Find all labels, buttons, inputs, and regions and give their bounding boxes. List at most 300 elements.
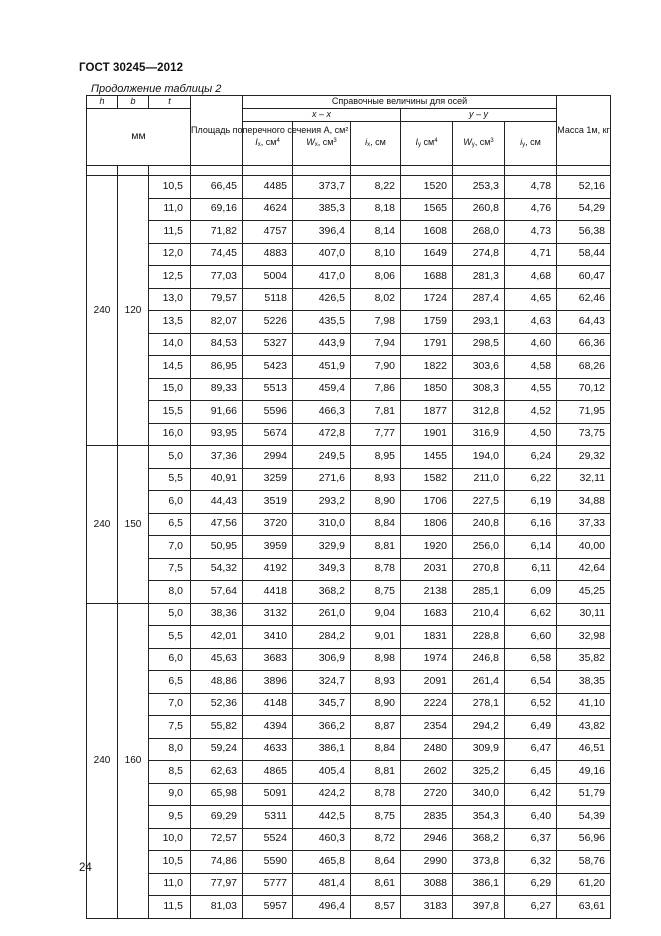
cell-ix-radius: 8,64 <box>351 851 401 874</box>
cell-ix-radius: 8,87 <box>351 716 401 739</box>
cell-ix-radius: 8,81 <box>351 536 401 559</box>
cell-t: 5,5 <box>149 626 191 649</box>
cell-wx-modulus: 349,3 <box>293 558 351 581</box>
header-b: b <box>118 96 149 109</box>
cell-wx-modulus: 366,2 <box>293 716 351 739</box>
cell-wx-modulus: 466,3 <box>293 401 351 424</box>
cell-area: 65,98 <box>191 783 243 806</box>
cell-t: 11,5 <box>149 221 191 244</box>
cell-ix-moment: 2994 <box>243 446 293 469</box>
table-row <box>87 626 611 649</box>
cell-iy-moment: 2990 <box>401 851 453 874</box>
cell-iy-moment: 1974 <box>401 648 453 671</box>
table-row <box>87 648 611 671</box>
cell-t: 16,0 <box>149 423 191 446</box>
cell-wy-modulus: 386,1 <box>453 873 505 896</box>
cell-iy-radius: 4,52 <box>505 401 557 424</box>
cell-t: 8,5 <box>149 761 191 784</box>
cell-iy-radius: 4,55 <box>505 378 557 401</box>
cell-iy-moment: 1455 <box>401 446 453 469</box>
cell-ix-moment: 4883 <box>243 243 293 266</box>
cell-t: 14,5 <box>149 356 191 379</box>
cell-wy-modulus: 281,3 <box>453 266 505 289</box>
cell-wx-modulus: 443,9 <box>293 333 351 356</box>
cell-area: 50,95 <box>191 536 243 559</box>
cell-ix-moment: 4633 <box>243 738 293 761</box>
cell-iy-moment: 2946 <box>401 828 453 851</box>
cell-wy-modulus: 293,1 <box>453 311 505 334</box>
cell-ix-moment: 3259 <box>243 468 293 491</box>
cell-ix-radius: 8,78 <box>351 783 401 806</box>
cell-iy-moment: 2091 <box>401 671 453 694</box>
cell-wy-modulus: 211,0 <box>453 468 505 491</box>
cell-wy-modulus: 261,4 <box>453 671 505 694</box>
cell-wx-modulus: 310,0 <box>293 513 351 536</box>
cell-wx-modulus: 417,0 <box>293 266 351 289</box>
cell-ix-moment: 4757 <box>243 221 293 244</box>
cell-b: 160 <box>118 603 149 918</box>
cell-t: 10,0 <box>149 828 191 851</box>
header-iy-radius: $i_y$, см <box>505 122 557 166</box>
cell-ix-moment: 5777 <box>243 873 293 896</box>
header-area: Площадь поперечного сечения А, см² <box>191 96 243 166</box>
cell-ix-radius: 7,86 <box>351 378 401 401</box>
cell-iy-moment: 1791 <box>401 333 453 356</box>
cell-ix-moment: 5311 <box>243 806 293 829</box>
cell-mass: 62,46 <box>557 288 611 311</box>
cell-ix-radius: 8,72 <box>351 828 401 851</box>
cell-area: 77,97 <box>191 873 243 896</box>
cell-ix-radius: 7,94 <box>351 333 401 356</box>
cell-mass: 68,26 <box>557 356 611 379</box>
cell-area: 44,43 <box>191 491 243 514</box>
cell-iy-radius: 4,63 <box>505 311 557 334</box>
cell-wx-modulus: 442,5 <box>293 806 351 829</box>
cell-mass: 43,82 <box>557 716 611 739</box>
cell-iy-radius: 4,58 <box>505 356 557 379</box>
table-row <box>87 423 611 446</box>
cell-t: 6,0 <box>149 648 191 671</box>
cell-wy-modulus: 316,9 <box>453 423 505 446</box>
cell-ix-radius: 8,84 <box>351 513 401 536</box>
cell-mass: 37,33 <box>557 513 611 536</box>
cell-ix-radius: 8,75 <box>351 581 401 604</box>
cell-mass: 64,43 <box>557 311 611 334</box>
cell-iy-moment: 1706 <box>401 491 453 514</box>
cell-iy-moment: 1565 <box>401 198 453 221</box>
table-row <box>87 288 611 311</box>
cell-iy-moment: 2480 <box>401 738 453 761</box>
cell-wx-modulus: 329,9 <box>293 536 351 559</box>
cell-t: 12,5 <box>149 266 191 289</box>
cell-ix-radius: 8,84 <box>351 738 401 761</box>
cell-iy-moment: 2602 <box>401 761 453 784</box>
cell-ix-radius: 8,22 <box>351 176 401 199</box>
cell-wx-modulus: 496,4 <box>293 896 351 919</box>
cell-wy-modulus: 309,9 <box>453 738 505 761</box>
cell-iy-radius: 6,54 <box>505 671 557 694</box>
cell-wy-modulus: 285,1 <box>453 581 505 604</box>
cell-ix-moment: 4418 <box>243 581 293 604</box>
cell-ix-moment: 3683 <box>243 648 293 671</box>
table-row <box>87 783 611 806</box>
cell-ix-radius: 8,14 <box>351 221 401 244</box>
cell-ix-radius: 8,02 <box>351 288 401 311</box>
cell-wy-modulus: 240,8 <box>453 513 505 536</box>
cell-wx-modulus: 284,2 <box>293 626 351 649</box>
cell-iy-moment: 3183 <box>401 896 453 919</box>
cell-ix-moment: 5327 <box>243 333 293 356</box>
table-row <box>87 581 611 604</box>
cell-wx-modulus: 249,5 <box>293 446 351 469</box>
table-row <box>87 333 611 356</box>
cell-t: 10,5 <box>149 176 191 199</box>
cell-ix-radius: 8,10 <box>351 243 401 266</box>
cell-wx-modulus: 368,2 <box>293 581 351 604</box>
cell-t: 5,0 <box>149 603 191 626</box>
group-240x150 <box>87 446 611 604</box>
cell-iy-radius: 6,29 <box>505 873 557 896</box>
cell-area: 48,86 <box>191 671 243 694</box>
cell-wy-modulus: 227,5 <box>453 491 505 514</box>
cell-wx-modulus: 435,5 <box>293 311 351 334</box>
cell-ix-moment: 3720 <box>243 513 293 536</box>
cell-mass: 73,75 <box>557 423 611 446</box>
cell-ix-radius: 8,98 <box>351 648 401 671</box>
cell-area: 86,95 <box>191 356 243 379</box>
cell-ix-radius: 8,57 <box>351 896 401 919</box>
cell-mass: 71,95 <box>557 401 611 424</box>
cell-ix-moment: 5957 <box>243 896 293 919</box>
cell-t: 11,0 <box>149 873 191 896</box>
cell-iy-radius: 4,65 <box>505 288 557 311</box>
cell-mass: 29,32 <box>557 446 611 469</box>
cell-iy-moment: 1759 <box>401 311 453 334</box>
cell-mass: 66,36 <box>557 333 611 356</box>
table-row <box>87 806 611 829</box>
cell-mass: 60,47 <box>557 266 611 289</box>
cell-area: 45,63 <box>191 648 243 671</box>
table-caption: Продолжение таблицы 2 <box>91 83 222 95</box>
table-row <box>87 311 611 334</box>
cell-ix-moment: 4865 <box>243 761 293 784</box>
cell-wx-modulus: 385,3 <box>293 198 351 221</box>
cell-ix-radius: 8,75 <box>351 806 401 829</box>
cell-t: 14,0 <box>149 333 191 356</box>
cell-mass: 51,79 <box>557 783 611 806</box>
cell-ix-radius: 9,04 <box>351 603 401 626</box>
cell-iy-radius: 6,27 <box>505 896 557 919</box>
cell-wy-modulus: 278,1 <box>453 693 505 716</box>
cell-wx-modulus: 407,0 <box>293 243 351 266</box>
cell-t: 5,5 <box>149 468 191 491</box>
cell-wx-modulus: 306,9 <box>293 648 351 671</box>
cell-ix-moment: 5118 <box>243 288 293 311</box>
cell-iy-radius: 6,60 <box>505 626 557 649</box>
cell-iy-radius: 6,16 <box>505 513 557 536</box>
table-row <box>87 761 611 784</box>
header-units: мм <box>87 109 191 166</box>
header-wx-modulus: $W_x$, $см^3$ <box>293 122 351 166</box>
cell-t: 11,0 <box>149 198 191 221</box>
cell-mass: 41,10 <box>557 693 611 716</box>
cell-area: 47,56 <box>191 513 243 536</box>
cell-iy-moment: 1806 <box>401 513 453 536</box>
cell-iy-moment: 2224 <box>401 693 453 716</box>
cell-mass: 58,44 <box>557 243 611 266</box>
cell-mass: 45,25 <box>557 581 611 604</box>
table-row <box>87 716 611 739</box>
table-row <box>87 378 611 401</box>
cell-wy-modulus: 274,8 <box>453 243 505 266</box>
cell-area: 55,82 <box>191 716 243 739</box>
cell-t: 15,0 <box>149 378 191 401</box>
cell-iy-moment: 1582 <box>401 468 453 491</box>
cell-iy-moment: 1920 <box>401 536 453 559</box>
cell-ix-moment: 5226 <box>243 311 293 334</box>
cell-iy-moment: 2720 <box>401 783 453 806</box>
cell-mass: 40,00 <box>557 536 611 559</box>
cell-t: 6,0 <box>149 491 191 514</box>
cell-wy-modulus: 312,8 <box>453 401 505 424</box>
cell-iy-radius: 6,11 <box>505 558 557 581</box>
cell-mass: 46,51 <box>557 738 611 761</box>
document-header: ГОСТ 30245—2012 <box>79 62 184 74</box>
cell-wy-modulus: 210,4 <box>453 603 505 626</box>
cell-iy-moment: 1608 <box>401 221 453 244</box>
table-row <box>87 198 611 221</box>
cell-wy-modulus: 298,5 <box>453 333 505 356</box>
cell-iy-radius: 6,58 <box>505 648 557 671</box>
cell-ix-radius: 7,81 <box>351 401 401 424</box>
cell-area: 59,24 <box>191 738 243 761</box>
table-row <box>87 401 611 424</box>
header-h: h <box>87 96 118 109</box>
cell-ix-moment: 3132 <box>243 603 293 626</box>
cell-iy-moment: 1520 <box>401 176 453 199</box>
cell-iy-radius: 6,09 <box>505 581 557 604</box>
table-row <box>87 851 611 874</box>
cell-mass: 30,11 <box>557 603 611 626</box>
cell-area: 81,03 <box>191 896 243 919</box>
cell-iy-moment: 1683 <box>401 603 453 626</box>
cell-ix-radius: 8,93 <box>351 468 401 491</box>
table-row <box>87 896 611 919</box>
cell-ix-moment: 4192 <box>243 558 293 581</box>
cell-ix-moment: 4394 <box>243 716 293 739</box>
cell-ix-moment: 5004 <box>243 266 293 289</box>
cell-iy-moment: 1831 <box>401 626 453 649</box>
cell-wy-modulus: 260,8 <box>453 198 505 221</box>
table-row <box>87 513 611 536</box>
cell-wx-modulus: 459,4 <box>293 378 351 401</box>
cell-ix-moment: 5091 <box>243 783 293 806</box>
cell-iy-moment: 1649 <box>401 243 453 266</box>
cell-wx-modulus: 271,6 <box>293 468 351 491</box>
cell-iy-moment: 2835 <box>401 806 453 829</box>
cell-wy-modulus: 325,2 <box>453 761 505 784</box>
cell-b: 150 <box>118 446 149 604</box>
table-row <box>87 266 611 289</box>
cell-mass: 49,16 <box>557 761 611 784</box>
cell-wx-modulus: 293,2 <box>293 491 351 514</box>
cell-iy-radius: 4,78 <box>505 176 557 199</box>
table-row <box>87 221 611 244</box>
header-axis-y: у – у <box>401 109 557 122</box>
cell-mass: 70,12 <box>557 378 611 401</box>
cell-b: 120 <box>118 176 149 446</box>
cell-ix-moment: 4485 <box>243 176 293 199</box>
cell-t: 7,5 <box>149 716 191 739</box>
cell-iy-radius: 6,14 <box>505 536 557 559</box>
cell-wy-modulus: 228,8 <box>453 626 505 649</box>
cell-iy-radius: 4,60 <box>505 333 557 356</box>
cell-ix-radius: 8,90 <box>351 491 401 514</box>
cell-iy-radius: 6,22 <box>505 468 557 491</box>
table-row <box>87 873 611 896</box>
header-ix-moment: $I_x$, $см^4$ <box>243 122 293 166</box>
cell-area: 62,63 <box>191 761 243 784</box>
cell-h: 240 <box>87 603 118 918</box>
cell-wx-modulus: 481,4 <box>293 873 351 896</box>
cell-wx-modulus: 472,8 <box>293 423 351 446</box>
cell-wx-modulus: 426,5 <box>293 288 351 311</box>
cell-ix-radius: 8,61 <box>351 873 401 896</box>
table-row <box>87 558 611 581</box>
table-row <box>87 176 611 199</box>
cell-ix-radius: 7,98 <box>351 311 401 334</box>
page-number: 24 <box>79 862 92 874</box>
cell-mass: 56,38 <box>557 221 611 244</box>
cell-t: 13,5 <box>149 311 191 334</box>
cell-iy-moment: 1822 <box>401 356 453 379</box>
cell-wy-modulus: 270,8 <box>453 558 505 581</box>
cell-wx-modulus: 465,8 <box>293 851 351 874</box>
cell-ix-moment: 4624 <box>243 198 293 221</box>
cell-area: 69,29 <box>191 806 243 829</box>
cell-mass: 52,16 <box>557 176 611 199</box>
cell-ix-radius: 8,95 <box>351 446 401 469</box>
cell-mass: 32,98 <box>557 626 611 649</box>
cell-wy-modulus: 373,8 <box>453 851 505 874</box>
cell-ix-moment: 5524 <box>243 828 293 851</box>
table-row <box>87 671 611 694</box>
cell-mass: 58,76 <box>557 851 611 874</box>
cell-iy-radius: 4,76 <box>505 198 557 221</box>
cell-iy-radius: 6,37 <box>505 828 557 851</box>
group-240x120 <box>87 176 611 446</box>
cell-ix-radius: 8,93 <box>351 671 401 694</box>
cell-t: 7,0 <box>149 693 191 716</box>
cell-ix-moment: 5513 <box>243 378 293 401</box>
cell-wy-modulus: 368,2 <box>453 828 505 851</box>
cell-iy-radius: 4,68 <box>505 266 557 289</box>
cell-mass: 61,20 <box>557 873 611 896</box>
cell-ix-moment: 5423 <box>243 356 293 379</box>
cell-wx-modulus: 345,7 <box>293 693 351 716</box>
cell-wx-modulus: 373,7 <box>293 176 351 199</box>
cell-iy-radius: 4,73 <box>505 221 557 244</box>
cell-wx-modulus: 460,3 <box>293 828 351 851</box>
header-t: t <box>149 96 191 109</box>
cell-wx-modulus: 396,4 <box>293 221 351 244</box>
header-iy-moment: $I_y$ $см^4$ <box>401 122 453 166</box>
cell-mass: 54,29 <box>557 198 611 221</box>
table-row <box>87 356 611 379</box>
cell-iy-moment: 2138 <box>401 581 453 604</box>
cell-area: 66,45 <box>191 176 243 199</box>
cell-area: 40,91 <box>191 468 243 491</box>
cell-iy-radius: 6,40 <box>505 806 557 829</box>
group-240x160 <box>87 603 611 918</box>
cell-iy-moment: 2031 <box>401 558 453 581</box>
cell-t: 6,5 <box>149 671 191 694</box>
cell-mass: 63,61 <box>557 896 611 919</box>
cell-iy-radius: 6,19 <box>505 491 557 514</box>
cell-area: 84,53 <box>191 333 243 356</box>
cell-wy-modulus: 308,3 <box>453 378 505 401</box>
cell-t: 12,0 <box>149 243 191 266</box>
table-row <box>87 491 611 514</box>
table-row <box>87 828 611 851</box>
cell-area: 74,45 <box>191 243 243 266</box>
table-row <box>87 243 611 266</box>
header-mass: Масса 1м, кг <box>557 96 611 166</box>
cell-mass: 54,39 <box>557 806 611 829</box>
cell-iy-moment: 1724 <box>401 288 453 311</box>
cell-area: 37,36 <box>191 446 243 469</box>
cell-ix-radius: 8,90 <box>351 693 401 716</box>
cell-wy-modulus: 246,8 <box>453 648 505 671</box>
cell-iy-radius: 6,52 <box>505 693 557 716</box>
cell-iy-moment: 3088 <box>401 873 453 896</box>
cell-area: 77,03 <box>191 266 243 289</box>
cell-area: 52,36 <box>191 693 243 716</box>
table-row <box>87 738 611 761</box>
cell-t: 13,0 <box>149 288 191 311</box>
cell-wx-modulus: 324,7 <box>293 671 351 694</box>
cell-iy-moment: 1877 <box>401 401 453 424</box>
cell-area: 72,57 <box>191 828 243 851</box>
cell-t: 6,5 <box>149 513 191 536</box>
cell-mass: 38,35 <box>557 671 611 694</box>
cell-area: 71,82 <box>191 221 243 244</box>
cell-ix-moment: 4148 <box>243 693 293 716</box>
cell-area: 89,33 <box>191 378 243 401</box>
cell-area: 91,66 <box>191 401 243 424</box>
cell-wy-modulus: 354,3 <box>453 806 505 829</box>
header-ix-radius: $i_x$, см <box>351 122 401 166</box>
cell-iy-radius: 6,32 <box>505 851 557 874</box>
cell-wy-modulus: 268,0 <box>453 221 505 244</box>
cell-wy-modulus: 256,0 <box>453 536 505 559</box>
cell-wx-modulus: 451,9 <box>293 356 351 379</box>
cell-t: 10,5 <box>149 851 191 874</box>
cell-area: 79,57 <box>191 288 243 311</box>
cell-ix-radius: 7,90 <box>351 356 401 379</box>
cell-t: 11,5 <box>149 896 191 919</box>
table-row <box>87 446 611 469</box>
cell-wx-modulus: 405,4 <box>293 761 351 784</box>
cell-area: 69,16 <box>191 198 243 221</box>
cell-iy-radius: 6,24 <box>505 446 557 469</box>
table-row <box>87 693 611 716</box>
cell-area: 38,36 <box>191 603 243 626</box>
cell-wy-modulus: 194,0 <box>453 446 505 469</box>
cell-ix-moment: 3519 <box>243 491 293 514</box>
cell-ix-radius: 8,81 <box>351 761 401 784</box>
cell-wx-modulus: 424,2 <box>293 783 351 806</box>
